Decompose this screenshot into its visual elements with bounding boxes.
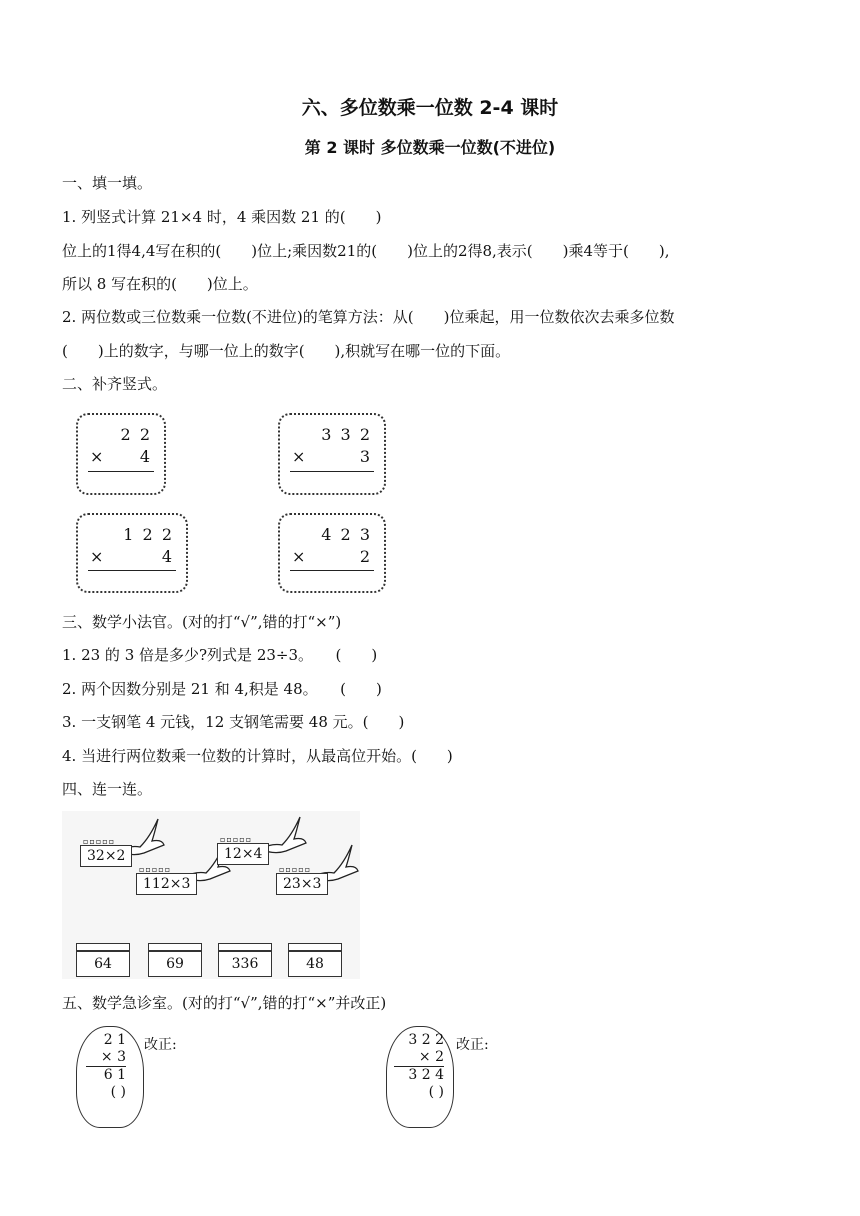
matching-panel <box>62 811 360 979</box>
result-line <box>290 471 374 472</box>
box-text: 69 <box>166 956 184 972</box>
calc-line-3: 3 2 4 <box>408 1067 444 1083</box>
vertical-form-3[interactable] <box>76 513 188 593</box>
correction-label: 改正: <box>144 1037 177 1053</box>
multiply-sign: × <box>292 547 306 566</box>
expression-card-3[interactable]: ▫▫▫▫▫ 12×4 <box>217 843 269 865</box>
page-subtitle: 第 2 课时 多位数乘一位数(不进位) <box>304 138 556 157</box>
vertical-form-2[interactable] <box>278 413 386 495</box>
section1-line-3: 所以 8 写在积的( )位上。 <box>62 275 258 293</box>
section1-line-1: 1. 列竖式计算 21×4 时，4 乘因数 21 的( ) <box>62 208 382 226</box>
calc <box>394 1032 444 1101</box>
judge-item-4: 4. 当进行两位数乘一位数的计算时，从最高位开始。( ) <box>62 747 453 765</box>
card-text: 12×4 <box>224 846 263 862</box>
multiplicand: 2 2 <box>120 425 150 444</box>
multiplier: 4 <box>139 447 150 466</box>
multiplier: 4 <box>161 547 172 566</box>
calc-line-3: 6 1 <box>103 1067 126 1083</box>
expression-card-2[interactable]: ▫▫▫▫▫ 112×3 <box>136 873 197 895</box>
multiply-sign: × <box>90 447 104 466</box>
section1-line-2: 位上的1得4,4写在积的( )位上;乘因数21的( )位上的2得8,表示( )乘4等于( ), <box>62 242 670 260</box>
calc-line-1: 3 2 2 <box>408 1032 444 1048</box>
calc-line-2: × 3 <box>86 1049 126 1067</box>
box-text: 64 <box>94 956 112 972</box>
correction-label: 改正: <box>456 1037 489 1053</box>
box-text: 48 <box>306 956 324 972</box>
calc-line-2: × 2 <box>394 1049 444 1067</box>
judge-item-3: 3. 一支钢笔 4 元钱，12 支钢笔需要 48 元。( ) <box>62 713 405 731</box>
calc-line-1: 2 1 <box>103 1032 126 1048</box>
multiplier: 2 <box>359 547 370 566</box>
multiply-sign: × <box>90 547 104 566</box>
expression-card-1[interactable]: ▫▫▫▫▫ 32×2 <box>80 845 132 867</box>
calc-line-4: ( ) <box>428 1084 444 1100</box>
vertical-form-1[interactable] <box>76 413 166 495</box>
calc-line-4: ( ) <box>110 1084 126 1100</box>
vertical-form-4[interactable] <box>278 513 386 593</box>
section5-heading: 五、数学急诊室。(对的打“√”,错的打“×”并改正) <box>62 994 387 1012</box>
section1-line-5: ( )上的数字，与哪一位上的数字( ),积就写在哪一位的下面。 <box>62 342 511 360</box>
diagnosis-2[interactable] <box>386 1026 536 1130</box>
result-line <box>88 570 176 571</box>
multiplier: 3 <box>359 447 370 466</box>
result-line <box>290 570 374 571</box>
card-text: 112×3 <box>143 876 191 892</box>
result-line <box>88 471 154 472</box>
judge-item-2: 2. 两个因数分别是 21 和 4,积是 48。 ( ) <box>62 680 382 698</box>
card-text: 32×2 <box>87 848 126 864</box>
page-title: 六、多位数乘一位数 2-4 课时 <box>301 97 559 119</box>
section4-heading: 四、连一连。 <box>62 780 153 798</box>
box-text: 336 <box>231 956 259 972</box>
diagnosis-1[interactable] <box>76 1026 216 1130</box>
card-text: 23×3 <box>283 876 322 892</box>
multiply-sign: × <box>292 447 306 466</box>
judge-item-1: 1. 23 的 3 倍是多少?列式是 23÷3。 ( ) <box>62 646 378 664</box>
multiplicand: 1 2 2 <box>123 525 172 544</box>
section1-line-4: 2. 两位数或三位数乘一位数(不进位)的笔算方法：从( )位乘起，用一位数依次去乘多位数 <box>62 308 675 326</box>
expression-card-4[interactable]: ▫▫▫▫▫ 23×3 <box>276 873 328 895</box>
calc <box>86 1032 126 1101</box>
section1-heading: 一、填一填。 <box>62 174 153 192</box>
multiplicand: 3 3 2 <box>321 425 370 444</box>
section3-heading: 三、数学小法官。(对的打“√”,错的打“×”) <box>62 613 342 631</box>
section2-heading: 二、补齐竖式。 <box>62 375 168 393</box>
multiplicand: 4 2 3 <box>321 525 370 544</box>
